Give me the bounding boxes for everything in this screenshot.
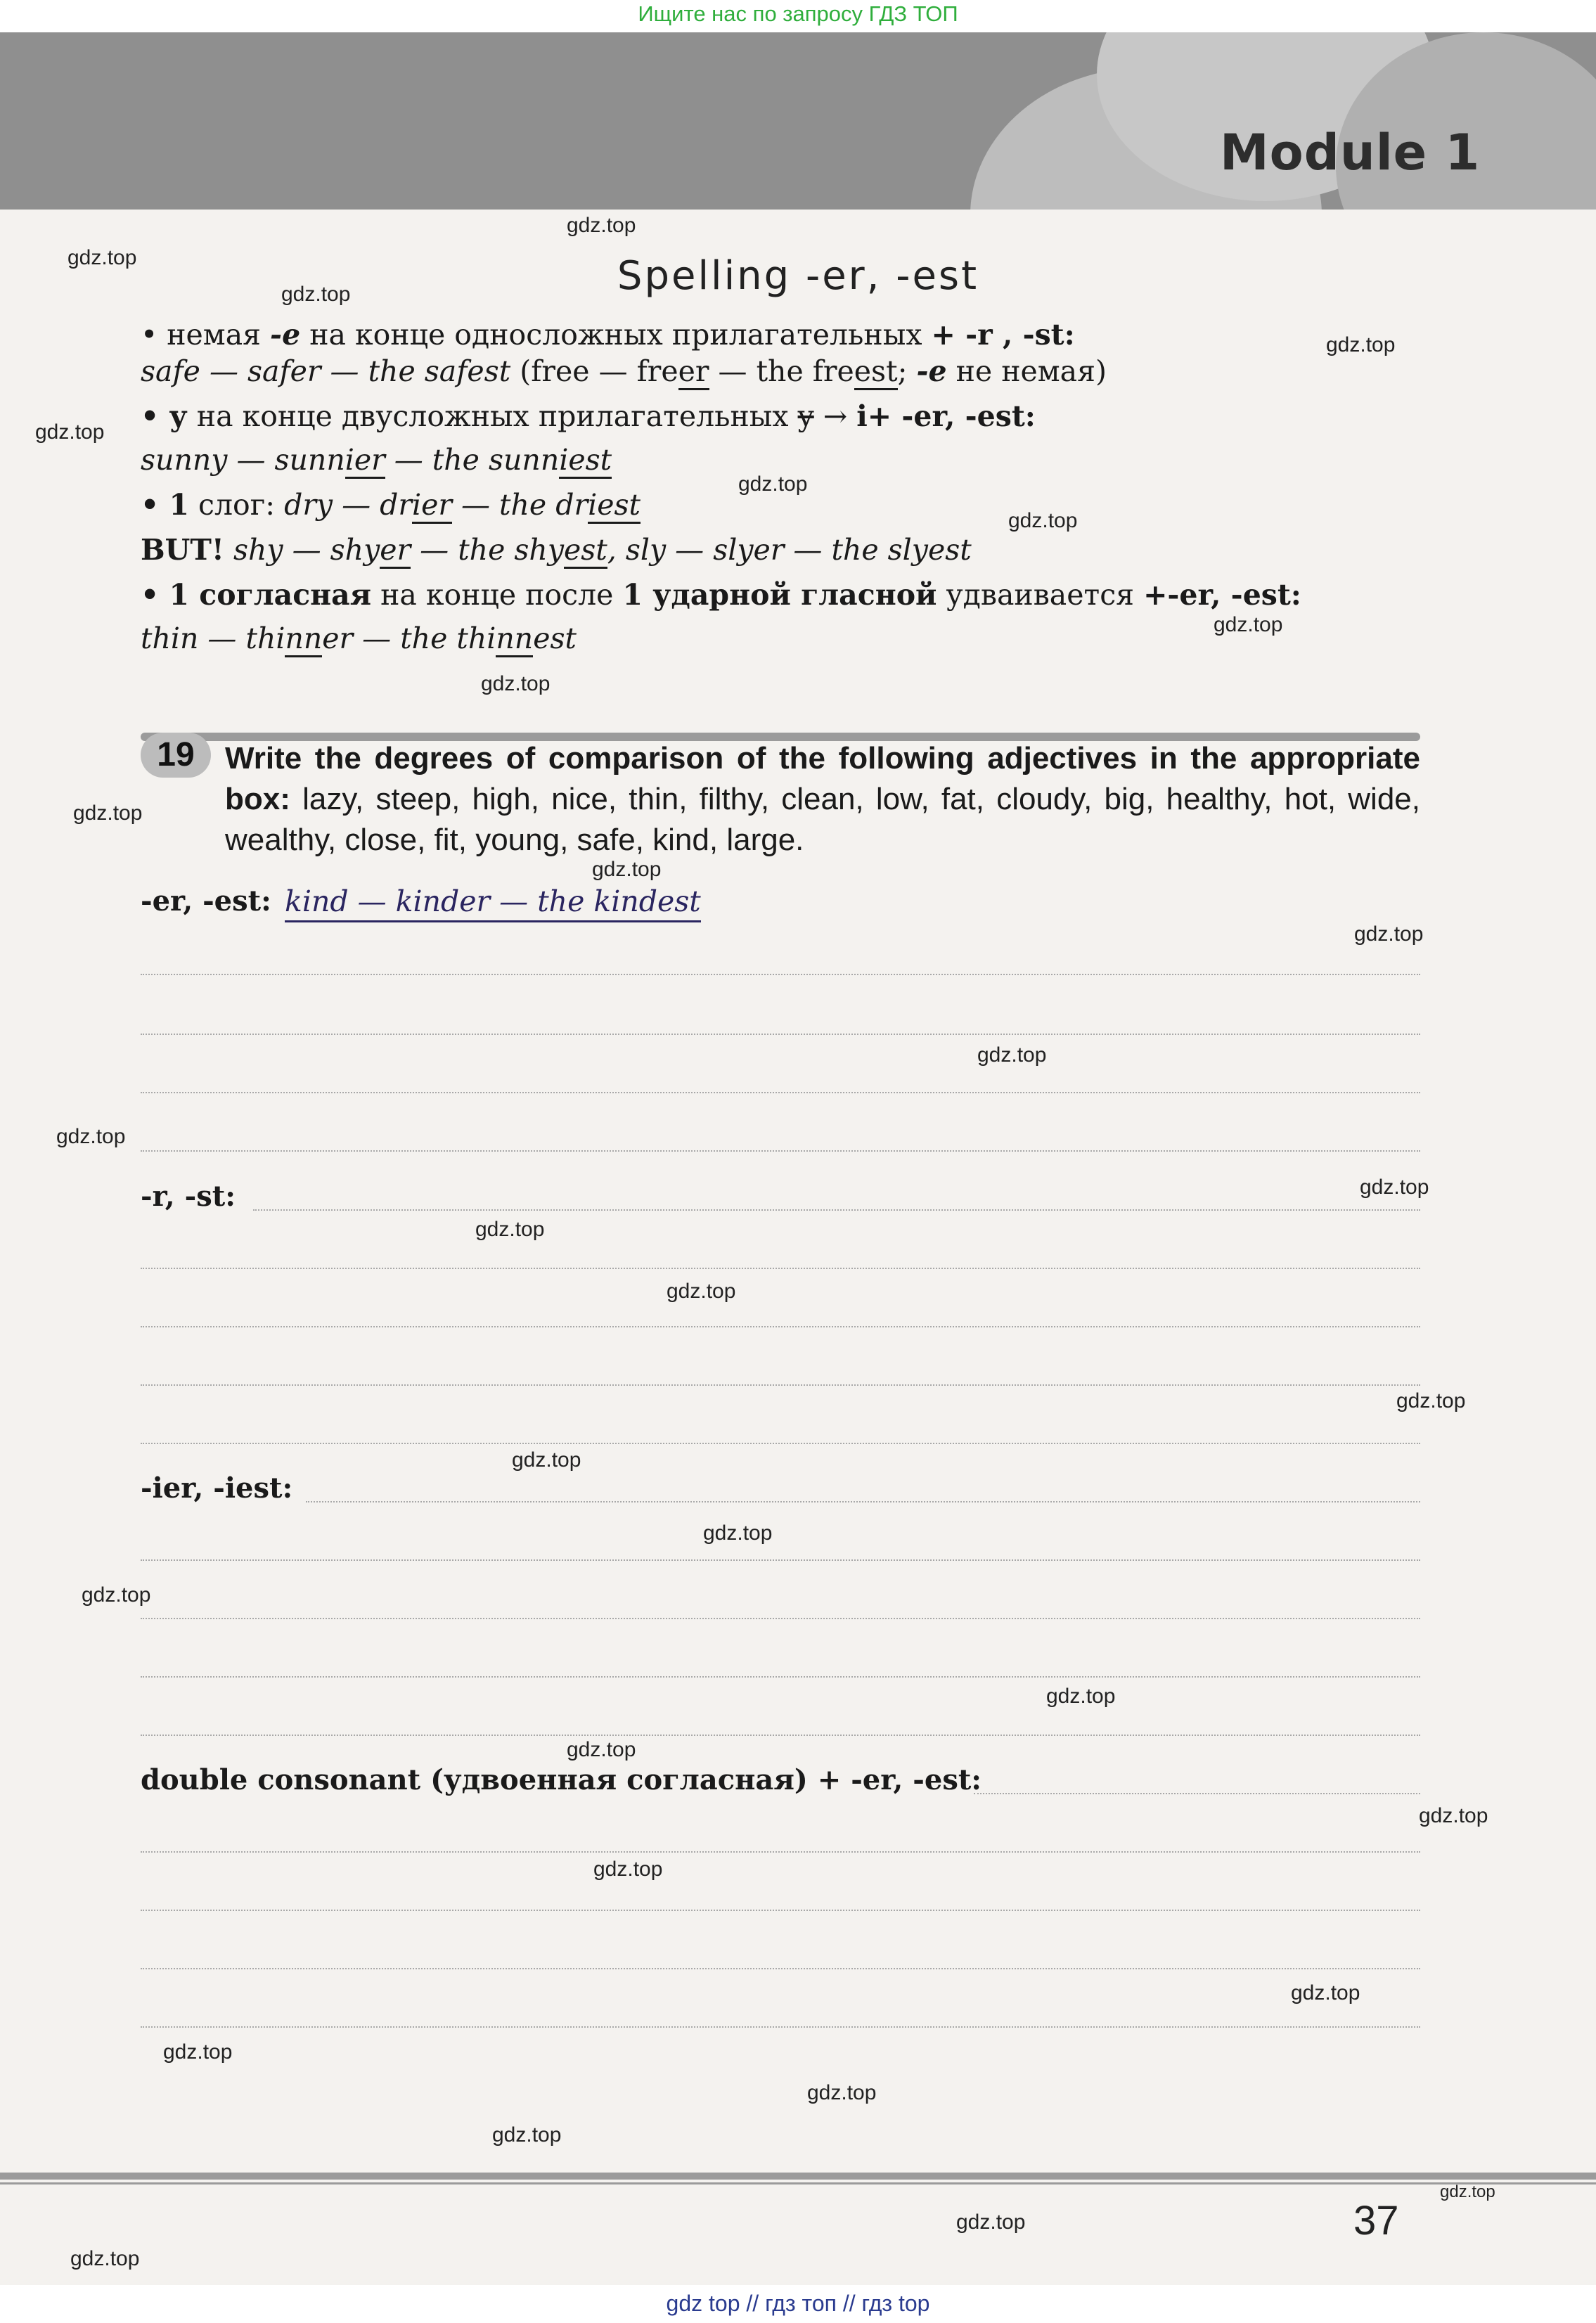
watermark: gdz.top <box>492 2123 562 2147</box>
watermark: gdz.top <box>512 1448 581 1472</box>
watermark: gdz.top <box>977 1043 1047 1067</box>
watermark: gdz.top <box>1419 1804 1488 1827</box>
answer-line[interactable] <box>141 1268 1420 1269</box>
answer-line[interactable] <box>306 1501 1420 1502</box>
rule-exception: BUT! shy — shyer — the shyest, sly — slyer — the slyest <box>141 533 972 567</box>
watermark: gdz.top <box>281 283 351 306</box>
watermark: gdz.top <box>73 802 143 825</box>
bottom-banner <box>0 2285 1596 2323</box>
answer-line[interactable] <box>141 1968 1420 1969</box>
rule-double-consonant: • 1 согласная на конце после 1 ударной гласной удваивается +-er, -est: <box>141 578 1301 612</box>
answer-line[interactable] <box>141 1384 1420 1386</box>
watermark: gdz.top <box>592 858 662 881</box>
module-header-band <box>0 32 1596 210</box>
rule-silent-e-example: safe — safer — the safest (free — freer — the freest; -e не немая) <box>141 354 1107 388</box>
watermark: gdz.top <box>163 2040 233 2064</box>
watermark: gdz.top <box>481 672 551 695</box>
rule-one-syllable: • 1 слог: dry — drier — the driest <box>141 488 641 522</box>
rule-double-consonant-example: thin — thinner — the thinnest <box>141 622 577 655</box>
exercise-instruction: Write the degrees of comparison of the following adjectives in the appropriate box: lazy, steep, high, nice, thin, filthy, clean, low, fat, cloudy, big, healthy, hot, wide, wealthy, close, fit, young, safe, kind, large. <box>225 741 1420 857</box>
answer-line[interactable] <box>141 1676 1420 1678</box>
answer-line[interactable] <box>141 1326 1420 1327</box>
category-er-est: -er, -est: <box>141 884 271 918</box>
module-title: Module 1 <box>1220 124 1481 181</box>
watermark: gdz.top <box>1360 1176 1429 1199</box>
watermark: gdz.top <box>738 472 808 496</box>
watermark: gdz.top <box>56 1125 126 1148</box>
rule-y-ending-example: sunny — sunnier — the sunniest <box>141 443 612 477</box>
watermark: gdz.top <box>1291 1981 1360 2005</box>
watermark: gdz.top <box>1046 1685 1116 1708</box>
answer-line[interactable] <box>141 1559 1420 1561</box>
category-r-st: -r, -st: <box>141 1180 236 1213</box>
answer-line[interactable] <box>974 1793 1420 1794</box>
top-banner-link[interactable]: Ищите нас по запросу ГДЗ ТОП <box>638 1 958 26</box>
watermark: gdz.top <box>807 2081 877 2104</box>
answer-line[interactable] <box>141 1092 1420 1093</box>
answer-line[interactable] <box>141 1443 1420 1444</box>
watermark: gdz.top <box>567 1738 636 1761</box>
watermark: gdz.top <box>1354 922 1424 946</box>
answer-line[interactable] <box>141 1150 1420 1152</box>
answer-line[interactable] <box>141 1618 1420 1619</box>
watermark: gdz.top <box>593 1858 663 1881</box>
answer-line[interactable] <box>141 2026 1420 2028</box>
page-number: 37 <box>1353 2198 1399 2244</box>
example-answer: kind — kinder — the kindest <box>285 884 701 922</box>
bottom-banner-link[interactable]: gdz top // гдз топ // гдз top <box>666 2291 930 2316</box>
rule-silent-e: • немая -e на конце односложных прилагательных + -r , -st: <box>141 318 1075 352</box>
category-double-consonant: double consonant (удвоенная согласная) + -er, -est: <box>141 1763 982 1796</box>
watermark: gdz.top <box>82 1583 151 1607</box>
footer-rule <box>0 2173 1596 2180</box>
watermark: gdz.top <box>1326 333 1396 356</box>
watermark: gdz.top <box>956 2211 1026 2234</box>
answer-line[interactable] <box>253 1209 1420 1211</box>
watermark: gdz.top <box>1214 613 1283 636</box>
answer-line[interactable] <box>141 1735 1420 1736</box>
watermark: gdz.top <box>1440 2182 1495 2201</box>
spelling-title: Spelling -er, -est <box>617 253 979 299</box>
watermark: gdz.top <box>35 420 105 444</box>
exercise-number-badge: 19 <box>141 733 211 778</box>
category-ier-iest: -ier, -iest: <box>141 1472 293 1505</box>
watermark: gdz.top <box>67 246 137 269</box>
watermark: gdz.top <box>1396 1389 1466 1413</box>
answer-line[interactable] <box>141 1851 1420 1853</box>
top-banner <box>0 0 1596 32</box>
footer-rule <box>0 2182 1596 2184</box>
watermark: gdz.top <box>70 2247 140 2270</box>
answer-line[interactable] <box>141 1910 1420 1911</box>
answer-line[interactable] <box>141 974 1420 975</box>
rule-y-ending: • у на конце двусложных прилагательных y → i+ -er, -est: <box>141 399 1036 433</box>
watermark: gdz.top <box>475 1218 545 1241</box>
watermark: gdz.top <box>703 1521 773 1545</box>
watermark: gdz.top <box>567 214 636 237</box>
watermark: gdz.top <box>1008 509 1078 532</box>
answer-line[interactable] <box>141 1034 1420 1035</box>
watermark: gdz.top <box>667 1280 736 1303</box>
